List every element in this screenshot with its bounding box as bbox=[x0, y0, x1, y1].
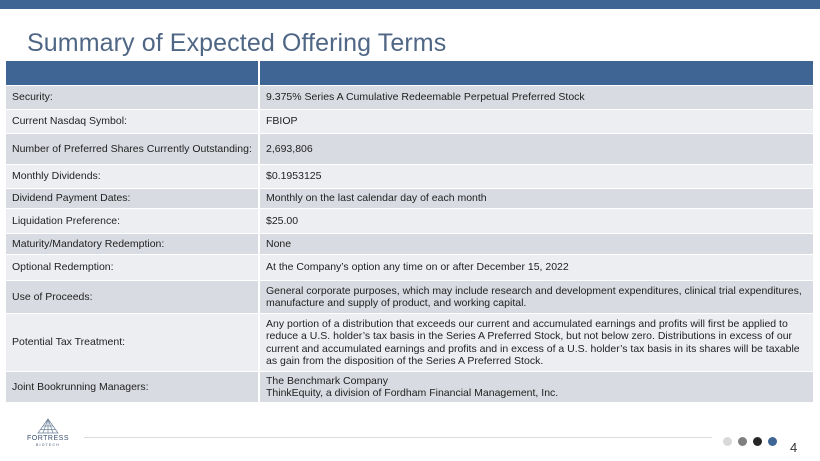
table-header-cell-value bbox=[259, 61, 813, 86]
row-value: $0.1953125 bbox=[259, 165, 813, 189]
row-value: 9.375% Series A Cumulative Redeemable Perpetual Preferred Stock bbox=[259, 86, 813, 110]
page-number: 4 bbox=[790, 440, 798, 455]
table-row bbox=[6, 281, 813, 314]
footer-dot bbox=[768, 437, 777, 446]
row-value: At the Company’s option any time on or after December 15, 2022 bbox=[259, 255, 813, 281]
table-row bbox=[6, 209, 813, 234]
row-label: Potential Tax Treatment: bbox=[6, 314, 259, 372]
row-value: 2,693,806 bbox=[259, 134, 813, 165]
row-value: Monthly on the last calendar day of each month bbox=[259, 189, 813, 209]
table-header-row bbox=[6, 61, 813, 86]
logo-wordmark: FORTRESS bbox=[27, 435, 69, 442]
row-label: Maturity/Mandatory Redemption: bbox=[6, 234, 259, 255]
row-label: Security: bbox=[6, 86, 259, 110]
table-row bbox=[6, 189, 813, 209]
footer-dots bbox=[723, 433, 783, 443]
table-row bbox=[6, 110, 813, 134]
row-value: Any portion of a distribution that exceeds our current and accumulated earnings and profits will first be applied to reduce a U.S. holder’s tax basis in the Series A Preferred Stock, but not below zero. Distributions in excess of our current and accumulated earnings and profits and in excess of a U.S. holder’s tax basis in its shares will be taxable as gain from the disposition of the Series A Preferred Stock. bbox=[259, 314, 813, 372]
row-value: General corporate purposes, which may include research and development expenditures, clinical trial expenditures, manufacture and supply of product, and working capital. bbox=[259, 281, 813, 314]
row-label: Number of Preferred Shares Currently Outstanding: bbox=[6, 134, 259, 165]
row-value: $25.00 bbox=[259, 209, 813, 234]
top-accent-bar bbox=[0, 0, 820, 9]
table-row bbox=[6, 314, 813, 372]
offering-terms-table bbox=[6, 61, 813, 403]
row-value: FBIOP bbox=[259, 110, 813, 134]
footer-dot bbox=[753, 437, 762, 446]
table-row bbox=[6, 234, 813, 255]
manager-line: The Benchmark Company bbox=[266, 374, 388, 387]
table-row bbox=[6, 134, 813, 165]
row-label: Joint Bookrunning Managers: bbox=[6, 372, 259, 403]
row-label: Use of Proceeds: bbox=[6, 281, 259, 314]
row-label: Dividend Payment Dates: bbox=[6, 189, 259, 209]
row-label: Liquidation Preference: bbox=[6, 209, 259, 234]
table-row bbox=[6, 86, 813, 110]
manager-line: ThinkEquity, a division of Fordham Financial Management, Inc. bbox=[266, 387, 559, 399]
table-header-cell-label bbox=[6, 61, 259, 86]
row-label: Monthly Dividends: bbox=[6, 165, 259, 189]
row-label: Optional Redemption: bbox=[6, 255, 259, 281]
footer-divider bbox=[84, 437, 712, 438]
page-title: Summary of Expected Offering Terms bbox=[27, 29, 447, 57]
footer-dot bbox=[738, 437, 747, 446]
row-value bbox=[259, 372, 813, 403]
footer-dot bbox=[723, 437, 732, 446]
row-label: Current Nasdaq Symbol: bbox=[6, 110, 259, 134]
table-row bbox=[6, 165, 813, 189]
table-row bbox=[6, 372, 813, 403]
logo-subtext: BIOTECH bbox=[36, 443, 60, 447]
table-row bbox=[6, 255, 813, 281]
row-value: None bbox=[259, 234, 813, 255]
